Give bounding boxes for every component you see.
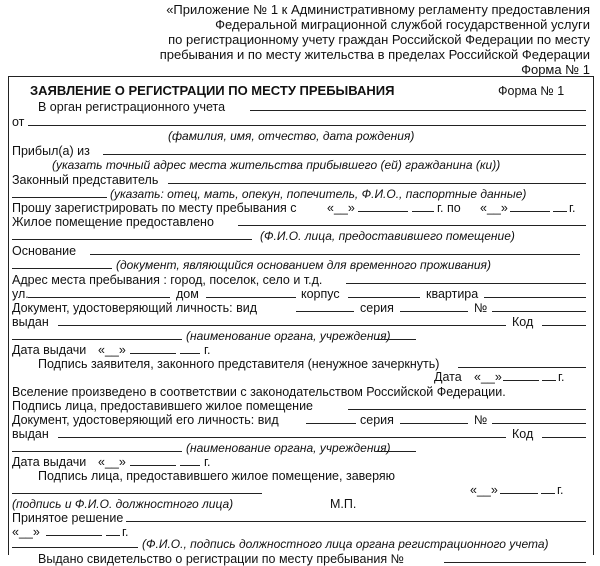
- address-label: Адрес места пребывания : город, поселок, село и т.д.: [12, 272, 323, 287]
- owner-issue-date-month[interactable]: [130, 465, 176, 466]
- register-day-from: «__»: [327, 200, 355, 215]
- applicant-signature-label: Подпись заявителя, законного представителя (ненужное зачеркнуть): [38, 356, 440, 371]
- issuer-line-3[interactable]: [376, 339, 416, 340]
- header-line-4: пребывания и по месту жительства в пределах Российской Федерации: [159, 47, 590, 62]
- owner-number-label: №: [474, 412, 488, 427]
- row-issue-date: [0, 342, 600, 356]
- issue-date-day: «__»: [98, 342, 126, 357]
- row-certify: [0, 468, 600, 482]
- apartment-line[interactable]: [484, 297, 586, 298]
- apartment-label: квартира: [426, 286, 479, 301]
- certify-label: Подпись лица, предоставившего жилое помещение, заверяю: [38, 468, 396, 483]
- owner-issuer-hint: (наименование органа, учреждения): [186, 441, 391, 455]
- row-decision: [0, 510, 600, 524]
- house-line[interactable]: [206, 297, 296, 298]
- owner-issue-date-year-label: г.: [204, 454, 211, 469]
- issued-label: выдан: [12, 314, 49, 329]
- decision-date-day: «__»: [12, 524, 40, 539]
- header-form-number: Форма № 1: [521, 62, 590, 77]
- row-issued: [0, 314, 600, 328]
- row-basis-hint: [0, 257, 600, 271]
- applicant-date-label: Дата: [434, 369, 462, 384]
- id-number-line[interactable]: [492, 311, 586, 312]
- document-header: [120, 2, 590, 77]
- building-line[interactable]: [348, 297, 420, 298]
- issued-line[interactable]: [58, 325, 506, 326]
- issue-date-year[interactable]: [180, 353, 200, 354]
- header-line-2: Федеральной миграционной службой государственной услуги: [215, 17, 590, 32]
- decision-line[interactable]: [126, 521, 586, 522]
- row-arrived: [0, 143, 600, 157]
- id-doc-type-line[interactable]: [296, 311, 354, 312]
- basis-line[interactable]: [90, 254, 580, 255]
- issue-date-month[interactable]: [130, 353, 176, 354]
- header-line-3: по регистрационному учету граждан Российской Федерации по месту: [168, 32, 590, 47]
- row-owner-issued: [0, 426, 600, 440]
- decision-official-line[interactable]: [12, 547, 138, 548]
- applicant-date-month[interactable]: [503, 380, 539, 381]
- arrived-hint: (указать точный адрес места жительства прибывшего (ей) гражданина (ки)): [52, 158, 501, 172]
- arrived-line[interactable]: [103, 154, 586, 155]
- owner-issued-line[interactable]: [58, 437, 506, 438]
- owner-id-doc-label: Документ, удостоверяющий его личность: вид: [12, 412, 279, 427]
- owner-issue-date-year[interactable]: [180, 465, 200, 466]
- representative-line[interactable]: [168, 183, 586, 184]
- applicant-date-day: «__»: [474, 369, 502, 384]
- stamp-label: М.П.: [330, 496, 357, 511]
- representative-hint: (указать: отец, мать, опекун, попечитель, Ф.И.О., паспортные данные): [110, 187, 527, 201]
- row-arrived-hint: [0, 157, 600, 171]
- representative-line-2[interactable]: [12, 197, 107, 198]
- representative-label: Законный представитель: [12, 172, 159, 187]
- issuer-hint: (наименование органа, учреждения): [186, 329, 391, 343]
- id-series-label: серия: [360, 300, 394, 315]
- certify-official-line[interactable]: [12, 493, 262, 494]
- row-owner-signature: [0, 398, 600, 412]
- decision-official-hint: (Ф.И.О., подпись должностного лица органа регистрационного учета): [142, 537, 549, 551]
- register-year-to-label: г. по: [437, 200, 461, 215]
- row-representative-hint: [0, 186, 600, 200]
- row-owner-issue-date: [0, 454, 600, 468]
- row-applicant-signature: [0, 356, 600, 370]
- owner-code-label: Код: [512, 426, 534, 441]
- row-from: [0, 114, 600, 128]
- issuer-line-2[interactable]: [12, 339, 182, 340]
- row-owner-id-document: [0, 412, 600, 426]
- address-line[interactable]: [346, 283, 586, 284]
- move-in-statement: Вселение произведено в соответствии с законодательством Российской Федерации.: [12, 384, 506, 399]
- form-title: ЗАЯВЛЕНИЕ О РЕГИСТРАЦИИ ПО МЕСТУ ПРЕБЫВАНИЯ: [30, 83, 395, 98]
- certificate-number-line[interactable]: [444, 562, 586, 563]
- register-label: Прошу зарегистрировать по месту пребывания с: [12, 200, 297, 215]
- register-year-end: г.: [569, 200, 576, 215]
- owner-series-line[interactable]: [400, 423, 468, 424]
- row-applicant-date: [0, 369, 600, 383]
- issue-date-year-label: г.: [204, 342, 211, 357]
- owner-number-line[interactable]: [492, 423, 586, 424]
- street-label: ул.: [12, 286, 29, 301]
- authority-line[interactable]: [250, 110, 586, 111]
- housing-label: Жилое помещение предоставлено: [12, 214, 214, 229]
- basis-label: Основание: [12, 243, 77, 258]
- code-line[interactable]: [542, 325, 586, 326]
- owner-issue-date-label: Дата выдачи: [12, 454, 87, 469]
- official-hint: (подпись и Ф.И.О. должностного лица): [12, 497, 234, 511]
- owner-issue-date-day: «__»: [98, 454, 126, 469]
- basis-line-2[interactable]: [12, 268, 112, 269]
- from-hint: (фамилия, имя, отчество, дата рождения): [168, 129, 415, 143]
- register-day-to: «__»: [480, 200, 508, 215]
- applicant-signature-line[interactable]: [458, 367, 586, 368]
- applicant-date-year[interactable]: [542, 380, 556, 381]
- owner-id-doc-type-line[interactable]: [306, 423, 356, 424]
- house-label: дом: [176, 286, 199, 301]
- row-housing: [0, 214, 600, 228]
- register-year-from[interactable]: [412, 211, 434, 212]
- certify-date-year[interactable]: [541, 493, 555, 494]
- row-authority: [0, 99, 600, 113]
- certify-date-month[interactable]: [500, 493, 538, 494]
- row-move-in: [0, 384, 600, 398]
- certificate-label: Выдано свидетельство о регистрации по месту пребывания №: [38, 551, 405, 566]
- row-from-hint: [0, 128, 600, 142]
- owner-signature-label: Подпись лица, предоставившего жилое помещение: [12, 398, 314, 413]
- form-title-row: [0, 83, 600, 97]
- street-line[interactable]: [28, 297, 170, 298]
- housing-hint: (Ф.И.О. лица, предоставившего помещение): [260, 229, 515, 243]
- owner-issuer-line-2[interactable]: [12, 451, 182, 452]
- building-label: корпус: [301, 286, 340, 301]
- row-address: [0, 272, 600, 286]
- form-number: Форма № 1: [498, 83, 565, 98]
- certify-date-year-label: г.: [557, 482, 564, 497]
- row-address-parts: [0, 286, 600, 300]
- register-month-from[interactable]: [358, 211, 408, 212]
- row-certify-line: [0, 482, 600, 496]
- owner-code-line[interactable]: [542, 437, 586, 438]
- authority-label: В орган регистрационного учета: [38, 99, 226, 114]
- row-decision-official: [0, 536, 600, 550]
- arrived-label: Прибыл(а) из: [12, 143, 90, 158]
- housing-line[interactable]: [238, 225, 586, 226]
- row-official-hint: [0, 496, 600, 510]
- from-line[interactable]: [28, 125, 586, 126]
- owner-series-label: серия: [360, 412, 394, 427]
- id-doc-label: Документ, удостоверяющий личность: вид: [12, 300, 258, 315]
- row-representative: [0, 172, 600, 186]
- row-certificate: [0, 551, 600, 565]
- id-series-line[interactable]: [400, 311, 468, 312]
- row-id-document: [0, 300, 600, 314]
- row-housing-hint: [0, 228, 600, 242]
- register-month-to[interactable]: [510, 211, 550, 212]
- id-number-label: №: [474, 300, 488, 315]
- decision-date-year-label: г.: [122, 524, 129, 539]
- owner-issued-label: выдан: [12, 426, 49, 441]
- code-label: Код: [512, 314, 534, 329]
- header-line-1: «Приложение № 1 к Административному регламенту предоставления: [166, 2, 590, 17]
- register-year-to[interactable]: [553, 211, 567, 212]
- owner-signature-line[interactable]: [348, 409, 586, 410]
- row-register-request: [0, 200, 600, 214]
- applicant-date-year-label: г.: [558, 369, 565, 384]
- housing-line-2[interactable]: [12, 239, 252, 240]
- decision-label: Принятое решение: [12, 510, 124, 525]
- row-basis: [0, 243, 600, 257]
- row-owner-issuer-hint: [0, 440, 600, 454]
- owner-issuer-line-3[interactable]: [376, 451, 416, 452]
- from-label: от: [12, 114, 25, 129]
- row-issuer-hint: [0, 328, 600, 342]
- basis-hint: (документ, являющийся основанием для временного проживания): [116, 258, 491, 272]
- issue-date-label: Дата выдачи: [12, 342, 87, 357]
- certify-date-day: «__»: [470, 482, 498, 497]
